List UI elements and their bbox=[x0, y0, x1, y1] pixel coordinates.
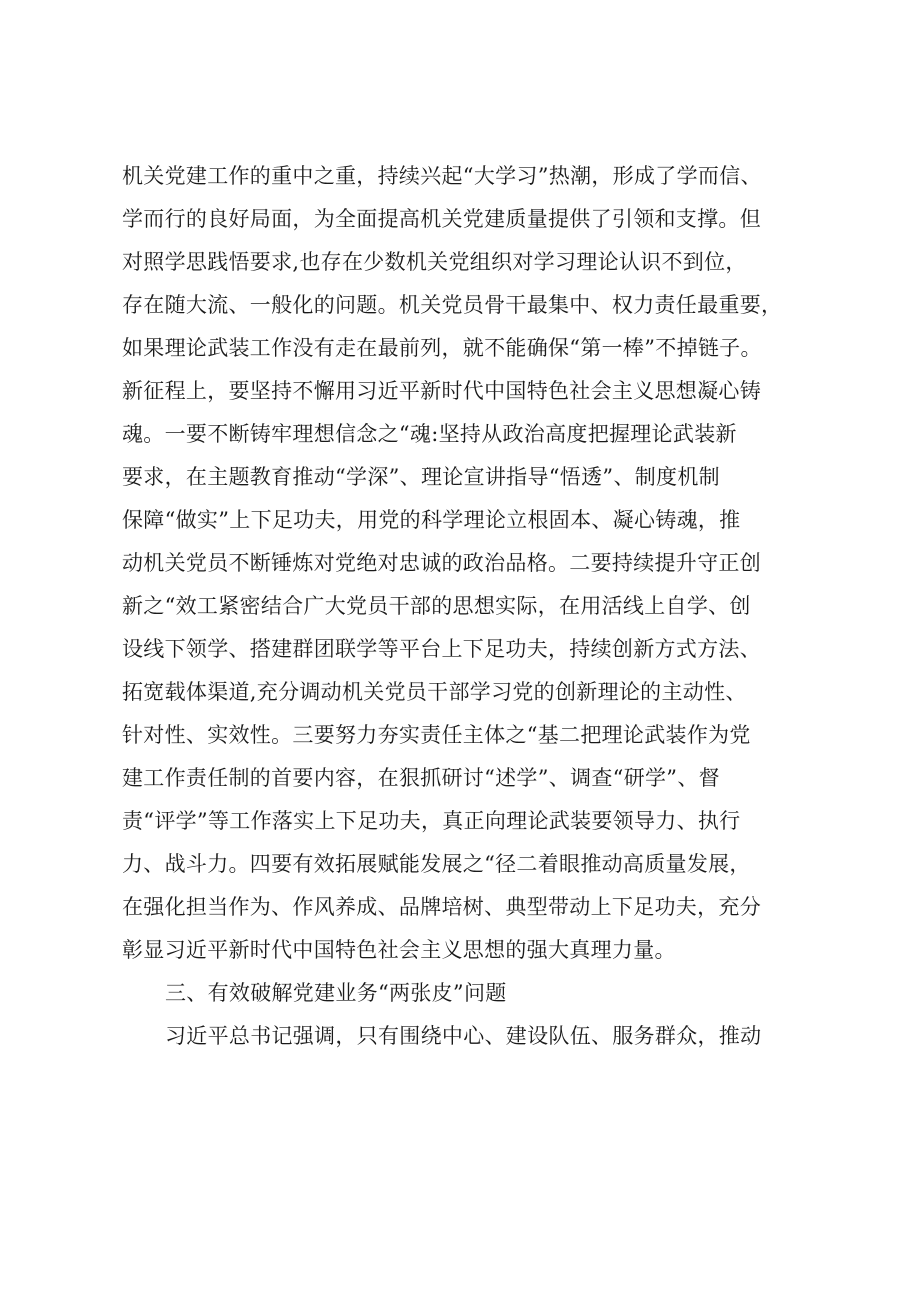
section-heading: 三、有效破解党建业务“两张皮”问题 bbox=[165, 981, 507, 1005]
paragraph-line: 针对性、实效性。三要努力夯实责任主体之“基二把理论武装作为党 bbox=[122, 723, 751, 747]
paragraph-line: 存在随大流、一般化的问题。机关党员骨干最集中、权力责任最重要， bbox=[122, 293, 783, 317]
paragraph-line: 保障“做实”上下足功夫，用党的科学理论立根固本、凝心铸魂，推 bbox=[122, 508, 741, 532]
paragraph-line: 彰显习近平新时代中国特色社会主义思想的强大真理力量。 bbox=[122, 938, 676, 962]
paragraph-line: 对照学思践悟要求,也存在少数机关党组织对学习理论认识不到位， bbox=[122, 250, 747, 274]
paragraph-line: 在强化担当作为、作风养成、品牌培树、典型带动上下足功夫，充分 bbox=[122, 895, 761, 919]
paragraph-line: 设线下领学、搭建群团联学等平台上下足功夫，持续创新方式方法、 bbox=[122, 637, 761, 661]
paragraph-line: 动机关党员不断锤炼对党绝对忠诚的政治品格。二要持续提升守正创 bbox=[122, 551, 761, 575]
paragraph-line: 新之“效工紧密结合广大党员干部的思想实际，在用活线上自学、创 bbox=[122, 594, 751, 618]
paragraph-line: 新征程上，要坚持不懈用习近平新时代中国特色社会主义思想凝心铸 bbox=[122, 379, 761, 403]
paragraph-line: 建工作责任制的首要内容，在狠抓研讨“述学”、调查“研学”、督 bbox=[122, 766, 720, 790]
paragraph-line: 责“评学”等工作落实上下足功夫，真正向理论武装要领导力、执行 bbox=[122, 809, 741, 833]
paragraph-line: 学而行的良好局面，为全面提高机关党建质量提供了引领和支撑。但 bbox=[122, 207, 761, 231]
paragraph-line: 机关党建工作的重中之重，持续兴起“大学习”热潮，形成了学而信、 bbox=[122, 164, 762, 188]
paragraph-line: 拓宽载体渠道,充分调动机关党员干部学习党的创新理论的主动性、 bbox=[122, 680, 747, 704]
paragraph-line: 要求，在主题教育推动“学深”、理论宣讲指导“悟透”、制度机制 bbox=[122, 465, 720, 489]
paragraph-line: 力、战斗力。四要有效拓展赋能发展之“径二着眼推动高质量发展， bbox=[122, 852, 751, 876]
paragraph-first-line: 习近平总书记强调，只有围绕中心、建设队伍、服务群众，推动 bbox=[165, 1024, 762, 1048]
paragraph-line: 魂。一要不断铸牢理想信念之“魂:坚持从政治高度把握理论武装新 bbox=[122, 422, 737, 446]
paragraph-line: 如果理论武装工作没有走在最前列，就不能确保“第一棒”不掉链子。 bbox=[122, 336, 762, 360]
